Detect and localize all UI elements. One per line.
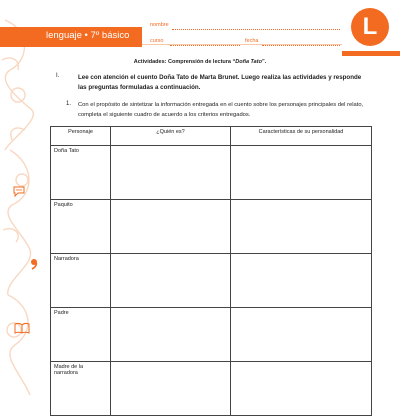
- personality-cell[interactable]: [231, 200, 372, 254]
- subject-label: lenguaje • 7º básico: [46, 30, 130, 41]
- table-row: [51, 362, 372, 416]
- header-who: ¿Quién es?: [111, 127, 231, 146]
- character-name: Doña Tato: [51, 146, 111, 200]
- personality-cell[interactable]: [231, 146, 372, 200]
- name-field[interactable]: [172, 29, 340, 30]
- table-row: [51, 254, 372, 308]
- name-label: nombre: [150, 22, 169, 28]
- header-personality: Características de su personalidad: [231, 127, 372, 146]
- date-field[interactable]: [262, 45, 340, 46]
- character-name: Padre: [51, 308, 111, 362]
- header-character: Personaje: [51, 127, 111, 146]
- book-icon: [14, 322, 30, 334]
- worksheet-title: Actividades: Comprensión de lectura “Doña Tato”.: [133, 59, 267, 65]
- step-number: 1.: [66, 101, 72, 107]
- character-name: Madre de la narradora: [51, 362, 111, 416]
- instruction-text: Lee con atención el cuento Doña Tato de Marta Brunet. Luego realiza las actividades y responde las preguntas formuladas a continuación.: [78, 74, 362, 91]
- personality-cell[interactable]: [231, 362, 372, 416]
- course-field[interactable]: [170, 45, 240, 46]
- who-cell[interactable]: [111, 200, 231, 254]
- who-cell[interactable]: [111, 308, 231, 362]
- who-cell[interactable]: [111, 146, 231, 200]
- personality-cell[interactable]: [231, 308, 372, 362]
- table-row: [51, 200, 372, 254]
- comma-icon: [28, 258, 40, 270]
- personality-cell[interactable]: [231, 254, 372, 308]
- section-number: I.: [56, 73, 60, 79]
- step-text: Con el propósito de sintetizar la información entregada en el cuento sobre los personajes principales del relato, completa el siguiente cuadro de acuerdo a los criterios entregados.: [78, 102, 364, 118]
- table-row: [51, 308, 372, 362]
- date-label: fecha: [245, 38, 259, 44]
- table-header-row: [51, 127, 372, 146]
- character-table: [50, 126, 372, 416]
- course-label: curso: [150, 38, 164, 44]
- table-row: [51, 146, 372, 200]
- character-name: Narradora: [51, 254, 111, 308]
- accent-bar: [342, 51, 400, 56]
- subject-badge: L: [351, 8, 389, 46]
- chat-bubble-icon: [13, 185, 25, 197]
- who-cell[interactable]: [111, 362, 231, 416]
- character-name: Paquito: [51, 200, 111, 254]
- who-cell[interactable]: [111, 254, 231, 308]
